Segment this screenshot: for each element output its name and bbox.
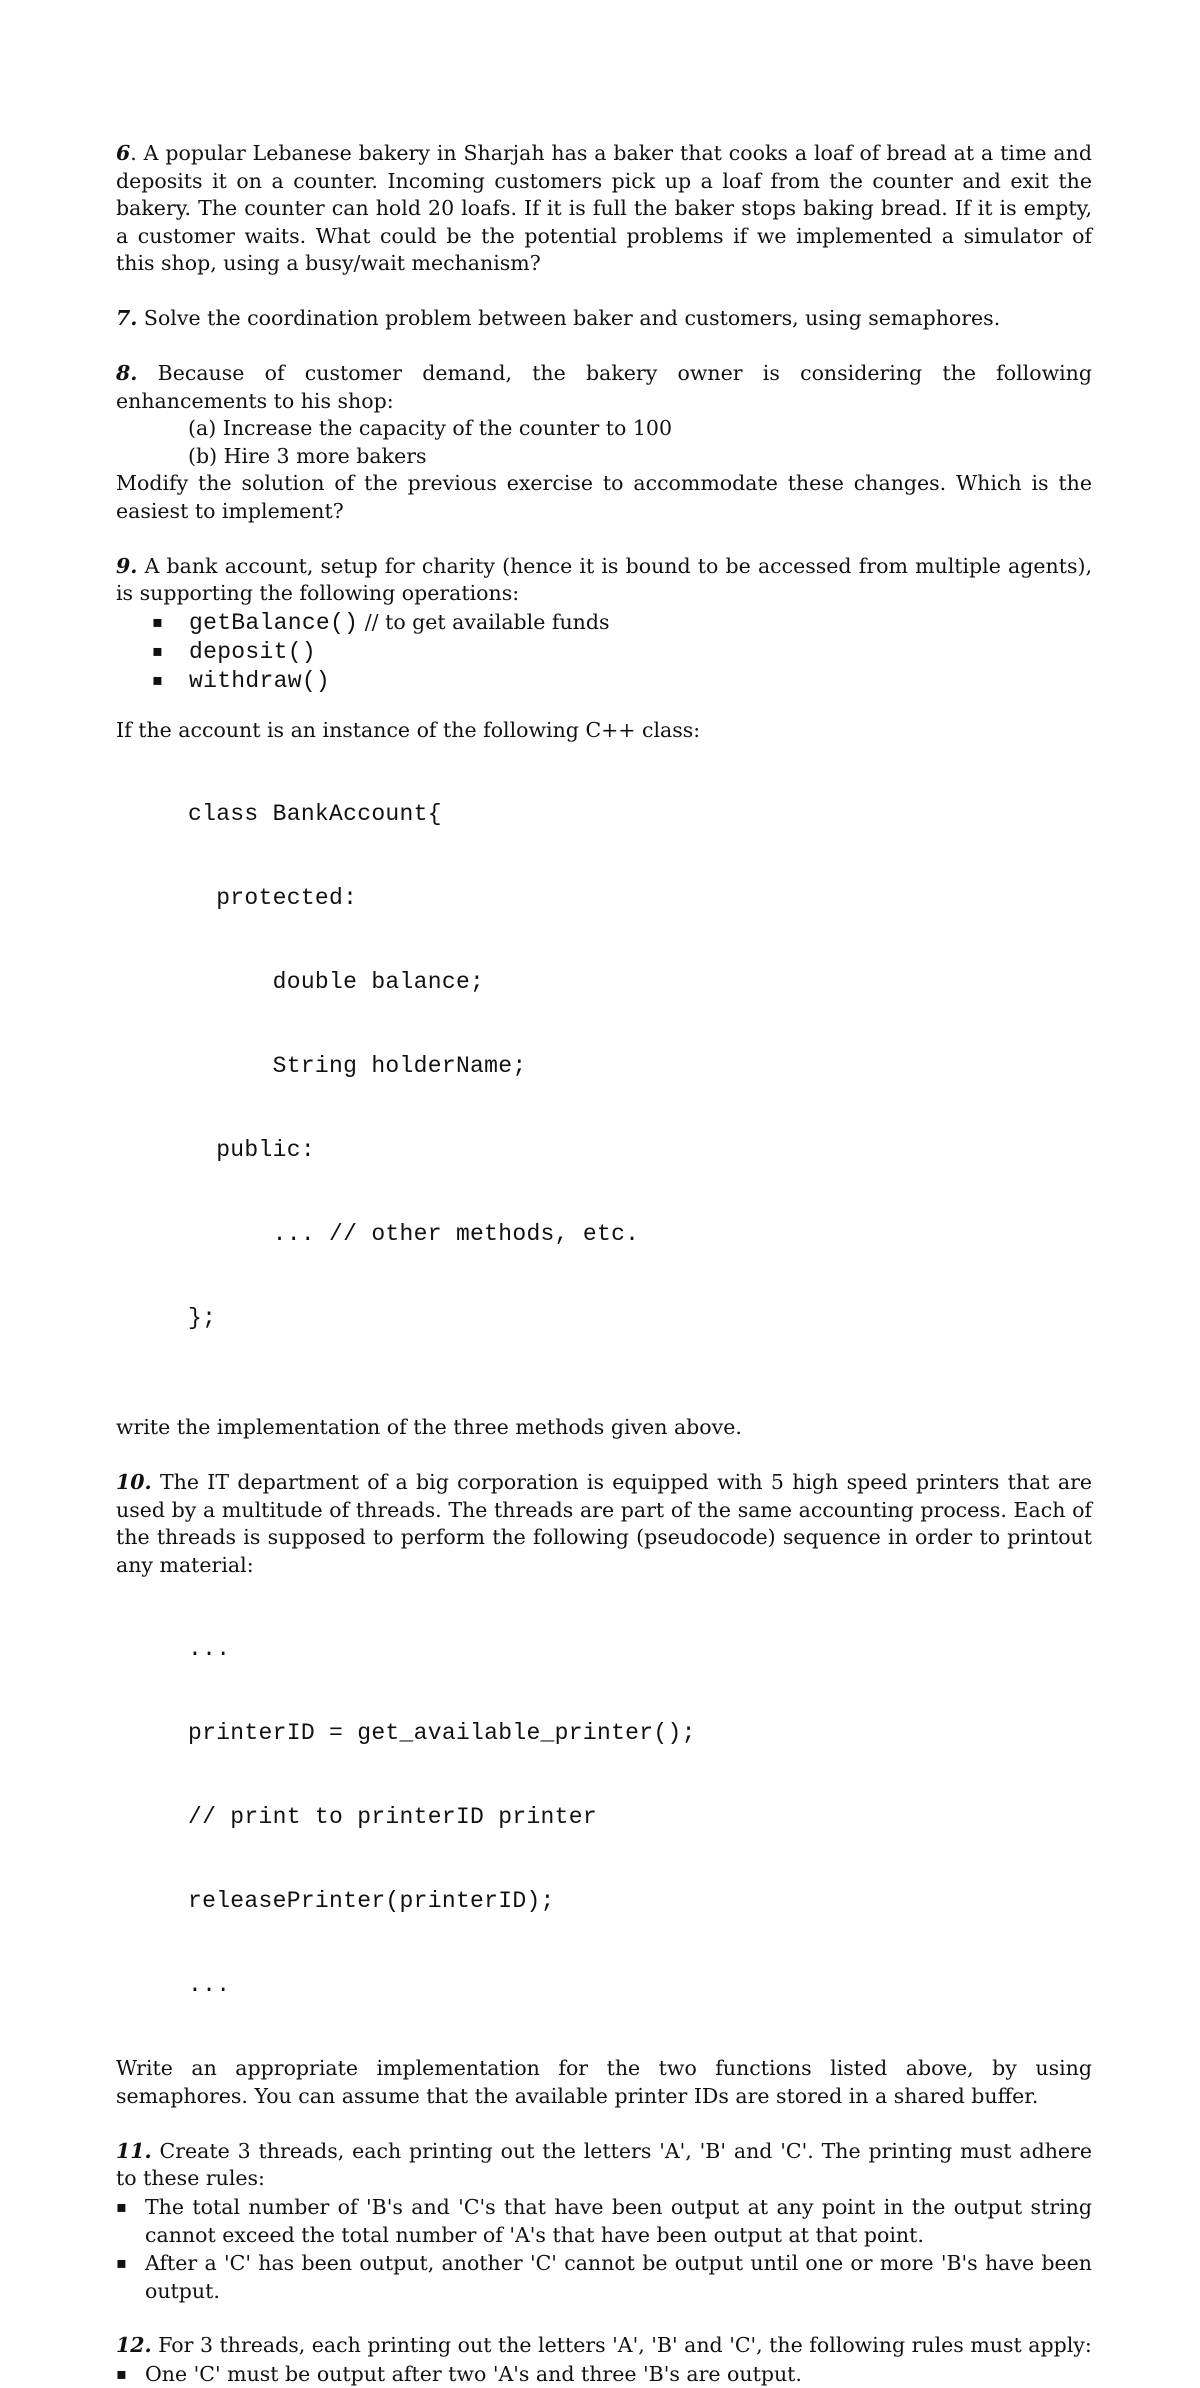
option-item: (b) Hire 3 more bakers xyxy=(188,443,427,468)
pseudocode-block xyxy=(188,1579,1092,2055)
bullet-icon: ▪ xyxy=(152,640,163,660)
code-line: class BankAccount{ xyxy=(188,801,442,827)
operation-comment: // to get available funds xyxy=(358,609,610,634)
code-line: // print to printerID printer xyxy=(188,1804,597,1830)
question-text: The IT department of a big corporation is equipped with 5 high speed printers that are used by a multitude of threads. The threads are part of the same accounting process. Each of the threads is supposed to perform the following (pseudocode) sequence in order to printout any material: xyxy=(116,1470,1092,1577)
bullet-icon: ▪ xyxy=(152,669,163,689)
rules-list xyxy=(116,2193,1092,2305)
operations-list xyxy=(116,608,1092,695)
code-line: public: xyxy=(188,1137,315,1163)
question-number: 6 xyxy=(116,141,131,165)
document-page xyxy=(116,140,1092,2388)
rule-text: After a 'C' has been output, another 'C' cannot be output until one or more 'B's have been output. xyxy=(145,2250,1092,2303)
option-item: (a) Increase the capacity of the counter to 100 xyxy=(188,416,673,440)
question-number: 12. xyxy=(116,2333,152,2357)
question-number: 9. xyxy=(116,553,138,578)
question-text: Create 3 threads, each printing out the letters 'A', 'B' and 'C'. The printing must adhere to these rules: xyxy=(116,2138,1092,2190)
class-code-block xyxy=(188,744,1092,1388)
operation-code: withdraw() xyxy=(189,667,331,694)
code-line: String holderName; xyxy=(188,1053,527,1079)
rule-text: The total number of 'B's and 'C's that have been output at any point in the output string cannot exceed the total number of 'A's that have been output at that point. xyxy=(145,2194,1092,2247)
question-7 xyxy=(116,305,1092,333)
bullet-icon: ▪ xyxy=(116,2363,127,2383)
list-item xyxy=(116,2193,1092,2249)
bullet-icon: ▪ xyxy=(116,2252,127,2272)
operation-code: deposit() xyxy=(189,638,316,665)
question-12 xyxy=(116,2332,1092,2360)
code-line: printerID = get_available_printer(); xyxy=(188,1720,696,1746)
question-10 xyxy=(116,1469,1092,1579)
question-text: . A popular Lebanese bakery in Sharjah has a baker that cooks a loaf of bread at a time and deposits it on a counter. Incoming customers pick up a loaf from the counter and exit the bakery. The counter can hold 20 loafs. If it is full the baker stops baking bread. If it is empty, a customer waits. What could be the potential problems if we implemented a simulator of this shop, using a busy/wait mechanism? xyxy=(116,141,1092,275)
question-text: Solve the coordination problem between baker and customers, using semaphores. xyxy=(137,306,1001,330)
bullet-icon: ▪ xyxy=(116,2196,127,2216)
question-number: 8. xyxy=(116,361,138,385)
question-text: Because of customer demand, the bakery owner is considering the following enhancements to his shop: xyxy=(116,361,1092,413)
rules-list xyxy=(116,2360,1092,2388)
list-item xyxy=(116,2249,1092,2305)
code-line: }; xyxy=(188,1305,217,1331)
question-closing: Write an appropriate implementation for the two functions listed above, by using semaphores. You can assume that the available printer IDs are stored in a shared buffer. xyxy=(116,2056,1092,2108)
list-item xyxy=(116,608,1092,637)
question-number: 7. xyxy=(116,306,138,330)
question-text: For 3 threads, each printing out the letters 'A', 'B' and 'C', the following rules must apply: xyxy=(151,2333,1092,2357)
bullet-icon: ▪ xyxy=(152,611,163,631)
operation-code: getBalance() xyxy=(189,609,359,636)
class-intro: If the account is an instance of the following C++ class: xyxy=(116,717,701,742)
list-item xyxy=(116,2360,1092,2388)
question-11 xyxy=(116,2138,1092,2193)
rule-text: One 'C' must be output after two 'A's and three 'B's are output. xyxy=(145,2361,802,2386)
code-line: releasePrinter(printerID); xyxy=(188,1888,555,1914)
list-item xyxy=(116,666,1092,695)
list-item xyxy=(116,637,1092,666)
question-6 xyxy=(116,140,1092,278)
question-closing: Modify the solution of the previous exercise to accommodate these changes. Which is the easiest to implement? xyxy=(116,471,1092,523)
question-text: A bank account, setup for charity (hence it is bound to be accessed from multiple agents), is supporting the following operations: xyxy=(116,553,1092,605)
question-closing: write the implementation of the three methods given above. xyxy=(116,1415,742,1439)
question-number: 10. xyxy=(116,1470,152,1494)
code-line: ... // other methods, etc. xyxy=(188,1221,640,1247)
code-line: ... xyxy=(188,1972,231,1998)
question-9 xyxy=(116,553,1092,608)
code-line: protected: xyxy=(188,885,358,911)
question-number: 11. xyxy=(116,2138,152,2163)
code-line: ... xyxy=(188,1636,231,1662)
code-line: double balance; xyxy=(188,969,485,995)
question-8 xyxy=(116,360,1092,415)
